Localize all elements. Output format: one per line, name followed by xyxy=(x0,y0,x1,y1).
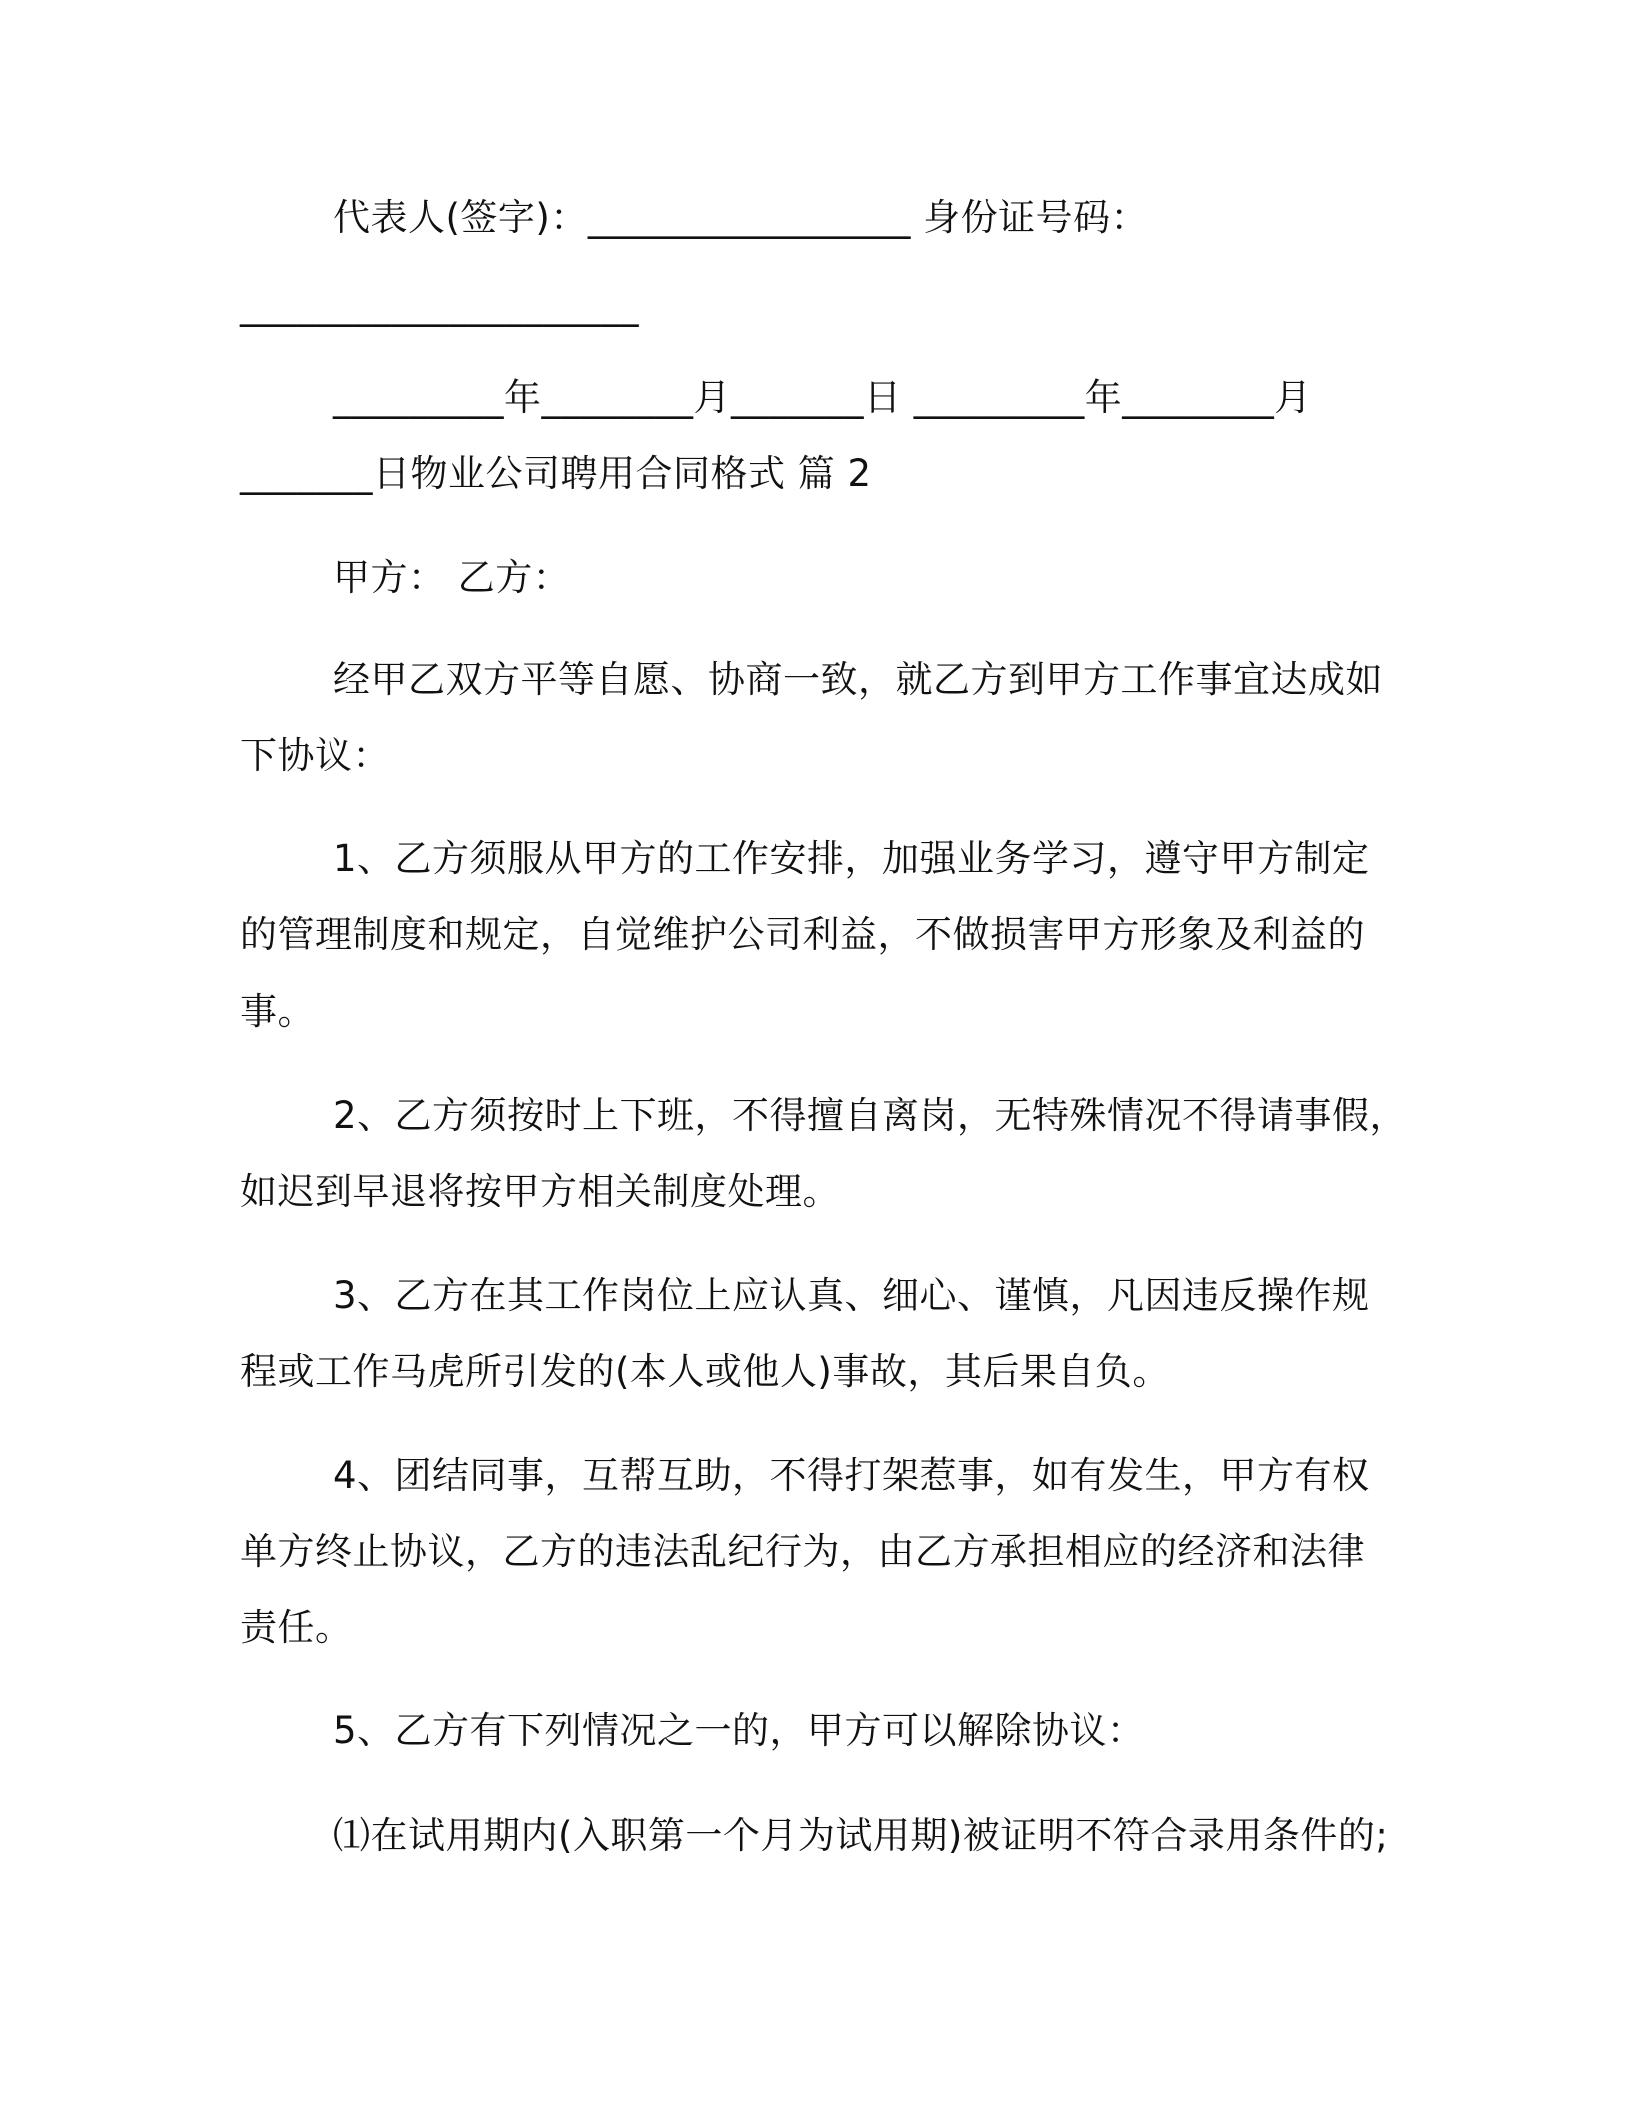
clause-1-line-3: 事。 xyxy=(240,990,315,1033)
date-line-1: _________年________月_______日 _________年________月 xyxy=(333,376,1312,419)
clause-4-line-2: 单方终止协议，乙方的违法乱纪行为，由乙方承担相应的经济和法律 xyxy=(240,1530,1365,1573)
clause-1-line-1: 1、乙方须服从甲方的工作安排，加强业务学习，遵守甲方制定 xyxy=(333,837,1370,880)
intro-paragraph-line-2: 下协议： xyxy=(240,734,390,777)
clause-1-line-2: 的管理制度和规定，自觉维护公司利益，不做损害甲方形象及利益的 xyxy=(240,913,1365,956)
intro-paragraph-line-1: 经甲乙双方平等自愿、协商一致，就乙方到甲方工作事宜达成如 xyxy=(333,658,1383,701)
clause-5-item-1: ⑴在试用期内(入职第一个月为试用期)被证明不符合录用条件的; xyxy=(333,1814,1389,1857)
clause-2-line-2: 如迟到早退将按甲方相关制度处理。 xyxy=(240,1170,840,1213)
representative-signature-line: 代表人(签字)：_________________ 身份证号码： xyxy=(333,196,1149,239)
clause-3-line-2: 程或工作马虎所引发的(本人或他人)事故，其后果自负。 xyxy=(240,1350,1170,1393)
id-number-blank-line: _____________________ xyxy=(240,284,639,327)
clause-3-line-1: 3、乙方在其工作岗位上应认真、细心、谨慎，凡因违反操作规 xyxy=(333,1274,1370,1317)
clause-2-line-1: 2、乙方须按时上下班，不得擅自离岗，无特殊情况不得请事假， xyxy=(333,1094,1408,1137)
clause-4-line-1: 4、团结同事，互帮互助，不得打架惹事，如有发生，甲方有权 xyxy=(333,1454,1370,1497)
date-line-2-and-section-title: _______日物业公司聘用合同格式 篇 2 xyxy=(240,452,872,495)
clause-5-line-1: 5、乙方有下列情况之一的，甲方可以解除协议： xyxy=(333,1709,1145,1752)
clause-4-line-3: 责任。 xyxy=(240,1606,353,1649)
parties-line: 甲方： 乙方： xyxy=(333,556,571,599)
